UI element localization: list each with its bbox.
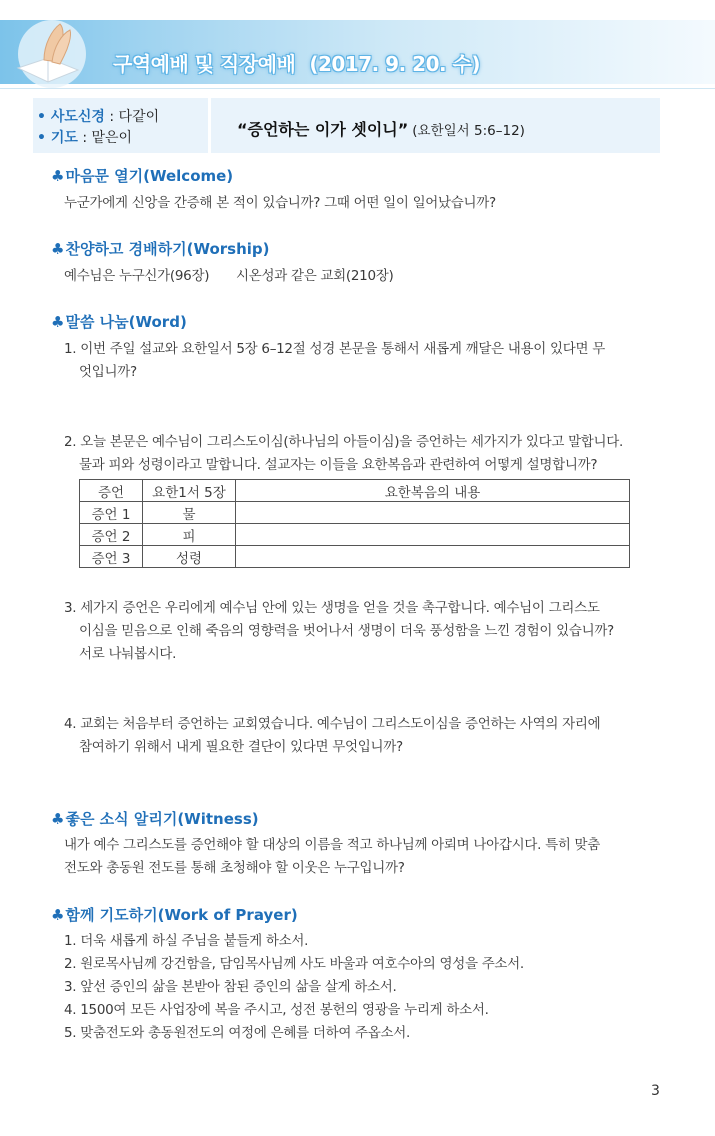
table-cell[interactable] <box>236 524 630 546</box>
worship-heading <box>51 238 270 259</box>
witness-line-2: 전도와 총동원 전도를 통해 초청해야 할 이웃은 누구입니까? <box>64 860 405 876</box>
question-3-line-2: 이심을 믿음으로 인해 죽음의 영향력을 벗어나서 생명이 더욱 풍성함을 느낀 경험이 있습니까? <box>79 623 614 639</box>
club-icon: ♣ <box>51 240 65 258</box>
sermon-title-row <box>237 117 525 140</box>
creed-value: : 다같이 <box>104 109 160 125</box>
table-cell: 성령 <box>143 546 236 568</box>
page-number: 3 <box>651 1083 660 1099</box>
welcome-heading <box>51 165 233 186</box>
prayer-item: 2. 원로목사님께 강건함을, 담임목사님께 사도 바울과 여호수아의 영성을 주소서. <box>64 956 524 972</box>
table-cell: 피 <box>143 524 236 546</box>
scripture-reference: (요한일서 5:6–12) <box>412 123 525 139</box>
banner-title <box>113 48 480 77</box>
creed-label: • 사도신경 <box>37 109 105 125</box>
word-heading <box>51 311 187 332</box>
club-icon: ♣ <box>51 313 65 331</box>
table-row <box>80 524 630 546</box>
prayer-item: 5. 맞춤전도와 총동원전도의 여정에 은혜를 더하여 주옵소서. <box>64 1025 411 1041</box>
question-1-line-2: 엇입니까? <box>79 364 137 380</box>
question-2-line-2: 물과 피와 성령이라고 말합니다. 설교자는 이들을 요한복음과 관련하여 어떻게 설명합니까? <box>79 457 598 473</box>
table-cell: 증언 3 <box>80 546 143 568</box>
sermon-title: “증언하는 이가 셋이니” <box>237 120 409 139</box>
question-2-line-1: 2. 오늘 본문은 예수님이 그리스도이심(하나님의 아들이심)을 증언하는 세가지가 있다고 말합니다. <box>64 434 624 450</box>
prayer-item: 3. 앞선 증인의 삶을 본받아 참된 증인의 삶을 살게 하소서. <box>64 979 397 995</box>
hymn-2: 시온성과 같은 교회(210장) <box>236 268 394 284</box>
prayer-heading <box>51 904 298 925</box>
welcome-text: 누군가에게 신앙을 간증해 본 적이 있습니까? 그때 어떤 일이 일어났습니까? <box>64 195 496 211</box>
prayer-item: 4. 1500여 모든 사업장에 복을 주시고, 성전 봉헌의 영광을 누리게 하소서. <box>64 1002 489 1018</box>
table-cell[interactable] <box>236 502 630 524</box>
table-row <box>80 502 630 524</box>
table-header: 요한1서 5장 <box>143 480 236 502</box>
order-box <box>33 98 208 153</box>
witness-line-1: 내가 예수 그리스도를 증언해야 할 대상의 이름을 적고 하나님께 아뢰며 나아갑시다. 특히 맞춤 <box>64 837 601 853</box>
table-cell[interactable] <box>236 546 630 568</box>
question-4-line-2: 참여하기 위해서 내게 필요한 결단이 있다면 무엇입니까? <box>79 739 403 755</box>
praying-hands-bible-icon <box>8 14 98 90</box>
prayer-value: : 맡은이 <box>77 130 133 146</box>
question-4-line-1: 4. 교회는 처음부터 증언하는 교회였습니다. 예수님이 그리스도이심을 증언하는 사역의 자리에 <box>64 716 601 732</box>
prayer-heading-text: 함께 기도하기(Work of Prayer) <box>65 906 298 924</box>
word-heading-text: 말씀 나눔(Word) <box>65 313 187 331</box>
banner-title-text: 구역예배 및 직장예배 <box>113 52 296 76</box>
banner-date: (2017. 9. 20. 수) <box>309 52 481 76</box>
creed-row <box>37 106 159 126</box>
question-1-line-1: 1. 이번 주일 설교와 요한일서 5장 6–12절 성경 본문을 통해서 새롭게 깨달은 내용이 있다면 무 <box>64 341 605 357</box>
table-cell: 증언 1 <box>80 502 143 524</box>
question-3-line-3: 서로 나눠봅시다. <box>79 646 177 662</box>
welcome-heading-text: 마음문 열기(Welcome) <box>65 167 234 185</box>
witness-heading <box>51 808 259 829</box>
witness-table <box>79 479 630 568</box>
table-header: 증언 <box>80 480 143 502</box>
table-cell: 증언 2 <box>80 524 143 546</box>
club-icon: ♣ <box>51 810 65 828</box>
witness-heading-text: 좋은 소식 알리기(Witness) <box>65 810 259 828</box>
table-header-row <box>80 480 630 502</box>
hymn-1: 예수님은 누구신가(96장) <box>64 268 210 284</box>
banner-divider <box>0 88 715 89</box>
club-icon: ♣ <box>51 906 65 924</box>
question-3-line-1: 3. 세가지 증언은 우리에게 예수님 안에 있는 생명을 얻을 것을 촉구합니다. 예수님이 그리스도 <box>64 600 600 616</box>
club-icon: ♣ <box>51 167 65 185</box>
sermon-box <box>211 98 660 153</box>
worship-heading-text: 찬양하고 경배하기(Worship) <box>65 240 270 258</box>
table-cell: 물 <box>143 502 236 524</box>
table-header: 요한복음의 내용 <box>236 480 630 502</box>
prayer-row <box>37 127 132 147</box>
prayer-item: 1. 더욱 새롭게 하실 주님을 붙들게 하소서. <box>64 933 309 949</box>
prayer-label: • 기도 <box>37 130 78 146</box>
table-row <box>80 546 630 568</box>
